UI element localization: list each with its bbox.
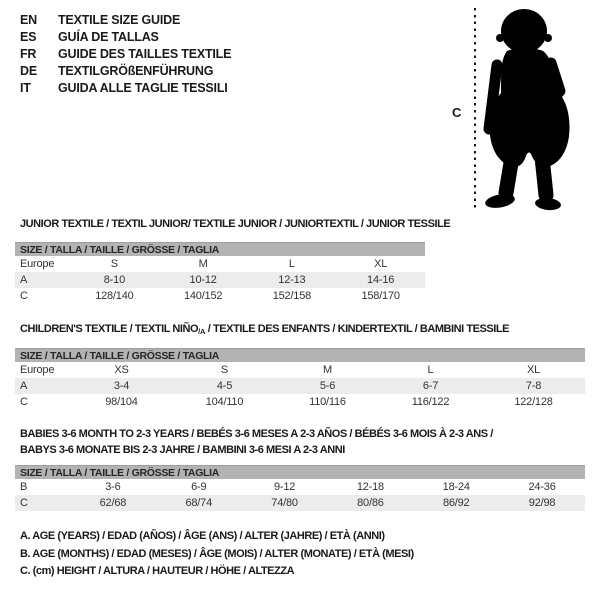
table-row-c [15, 288, 425, 304]
size-cell: XL [374, 258, 388, 270]
size-cell: L [288, 258, 295, 270]
height-label: C [452, 105, 462, 120]
size-cell: 3-6 [105, 481, 121, 493]
table-title-text: CHILDREN'S TEXTILE / TEXTIL NIÑO [20, 323, 199, 335]
size-header-bar: SIZE / TALLA / TAILLE / GRÖSSE / TAGLIA [15, 242, 425, 256]
table-row-b [15, 479, 585, 495]
language-code: IT [20, 80, 31, 95]
row-label: C [20, 497, 28, 509]
table-title-line: BABIES 3-6 MONTH TO 2-3 YEARS / BEBÉS 3-6 MESES A 2-3 AÑOS / BÉBÉS 3-6 MOIS À 2-3 ANS / [20, 428, 493, 440]
size-cell: 80/86 [357, 497, 384, 509]
size-table-0 [15, 216, 451, 304]
language-title: TEXTILE SIZE GUIDE [58, 12, 181, 27]
size-cell: 9-12 [273, 481, 296, 493]
size-cell: 128/140 [95, 290, 134, 302]
size-cell: 158/170 [361, 290, 400, 302]
legend-note-b: B. AGE (MONTHS) / EDAD (MESES) / ÂGE (MOIS) / ALTER (MONATE) / ETÀ (MESI) [20, 547, 414, 560]
size-cell: 122/128 [514, 396, 553, 408]
table-row-europe [15, 256, 425, 272]
size-cell: 4-5 [216, 380, 233, 392]
language-title: GUIDE DES TAILLES TEXTILE [58, 46, 232, 61]
size-cell: 152/158 [272, 290, 312, 302]
table-title [15, 216, 451, 232]
table-row-a [15, 272, 425, 288]
language-row-en [20, 11, 231, 28]
row-label: Europe [20, 258, 55, 270]
size-cell: 104/110 [205, 396, 244, 408]
size-cell: 6-7 [422, 380, 439, 392]
language-title-list [20, 11, 231, 96]
size-cell: 116/122 [411, 396, 450, 408]
size-cell: 6-9 [191, 481, 207, 493]
height-measure-dashed-line [474, 8, 476, 210]
row-label: A [20, 380, 28, 392]
language-code: ES [20, 29, 37, 44]
size-cell: 12-13 [278, 274, 306, 286]
size-cell: 110/116 [309, 396, 346, 408]
language-row-fr [20, 45, 231, 62]
row-label: Europe [20, 364, 55, 376]
language-title: GUÍA DE TALLAS [58, 29, 159, 44]
size-header-bar: SIZE / TALLA / TAILLE / GRÖSSE / TAGLIA [15, 348, 585, 362]
table-row-c [15, 495, 585, 511]
table-row-europe [15, 362, 585, 378]
table-title-line: BABYS 3-6 MONATE BIS 2-3 JAHRE / BAMBINI 3-6 MESI A 2-3 ANNI [20, 444, 345, 456]
row-label: B [20, 481, 28, 493]
size-cell: 3-4 [113, 380, 130, 392]
size-cell: 8-10 [103, 274, 125, 286]
size-cell: XS [114, 364, 129, 376]
language-row-de [20, 62, 231, 79]
table-title [15, 321, 585, 340]
size-cell: 62/68 [99, 497, 127, 509]
size-cell: 10-12 [189, 274, 217, 286]
size-cell: 98/104 [105, 396, 138, 408]
language-code: DE [20, 63, 37, 78]
row-label: C [20, 290, 28, 302]
row-label: A [20, 274, 28, 286]
table-title [15, 426, 585, 458]
language-row-es [20, 28, 231, 45]
language-title: TEXTILGRÖßENFÜHRUNG [58, 63, 214, 78]
size-cell: 68/74 [185, 497, 212, 509]
table-row-a [15, 378, 585, 394]
size-cell: 18-24 [442, 481, 470, 493]
size-cell: S [220, 364, 229, 376]
legend-note-c: C. (cm) HEIGHT / ALTURA / HAUTEUR / HÖHE / ALTEZZA [20, 565, 295, 577]
table-title-subscript: /A [198, 327, 206, 336]
legend-note-a: A. AGE (YEARS) / EDAD (AÑOS) / ÂGE (ANS) / ALTER (JAHRE) / ETÀ (ANNI) [20, 530, 385, 542]
baby-silhouette-icon [479, 5, 584, 211]
legend-notes [20, 530, 414, 583]
size-cell: 7-8 [525, 380, 542, 392]
size-cell: 74/80 [271, 497, 298, 509]
language-title: GUIDA ALLE TAGLIE TESSILI [58, 80, 228, 95]
size-cell: 92/98 [528, 497, 556, 509]
size-cell: M [198, 258, 208, 270]
size-table-1 [15, 321, 585, 410]
size-cell: L [427, 364, 434, 376]
size-cell: M [323, 364, 332, 376]
table-title-text: / TEXTILE DES ENFANTS / KINDERTEXTIL / BAMBINI TESSILE [205, 323, 510, 335]
table-row-c [15, 394, 585, 410]
size-cell: S [110, 258, 118, 270]
table-title-line: JUNIOR TEXTILE / TEXTIL JUNIOR/ TEXTILE JUNIOR / JUNIORTEXTIL / JUNIOR TESSILE [20, 218, 451, 230]
language-row-it [20, 79, 231, 96]
language-code: EN [20, 12, 37, 27]
language-code: FR [20, 46, 37, 61]
size-header-bar: SIZE / TALLA / TAILLE / GRÖSSE / TAGLIA [15, 465, 585, 479]
size-cell: 5-6 [319, 380, 336, 392]
size-cell: XL [526, 364, 541, 376]
size-cell: 86/92 [442, 497, 470, 509]
size-table-2 [15, 426, 585, 511]
size-cell: 24-36 [528, 481, 556, 493]
size-cell: 140/152 [183, 290, 223, 302]
row-label: C [20, 396, 28, 408]
size-cell: 14-16 [367, 274, 395, 286]
size-cell: 12-18 [356, 481, 384, 493]
